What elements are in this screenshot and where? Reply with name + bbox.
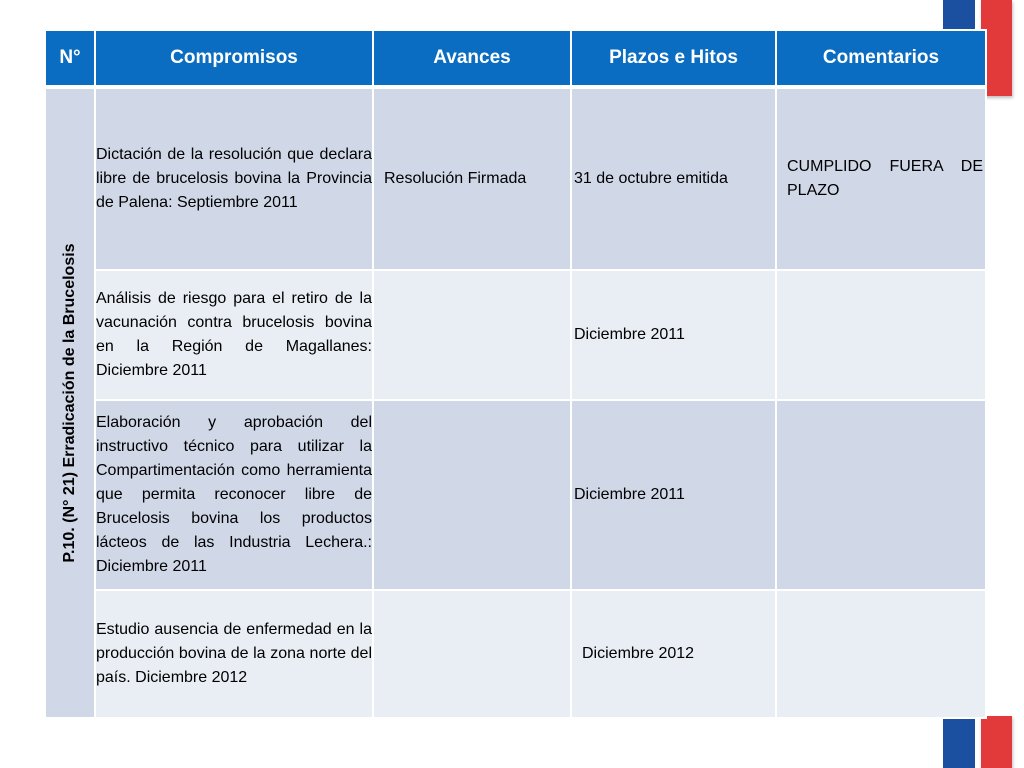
flag-decoration-bottom (940, 712, 1024, 768)
compromiso-cell: Análisis de riesgo para el retiro de la vacunación contra brucelosis bovina en la Región de Magallanes: Diciembre 2011 (95, 270, 373, 400)
row-group-label: P.10. (N° 21) Erradicación de la Brucelosis (61, 243, 78, 563)
compromiso-cell: Elaboración y aprobación del instructivo técnico para utilizar la Compartimentación como herramienta que permita reconocer libre de Brucelosis bovina los productos lácteos de las Industria Lechera.: Diciembre 2011 (95, 400, 373, 590)
row-group-cell (45, 87, 95, 718)
header-comentarios: Comentarios (776, 30, 986, 87)
table-row (45, 270, 986, 400)
compromiso-cell: Dictación de la resolución que declara libre de brucelosis bovina la Provincia de Palena: Septiembre 2011 (95, 87, 373, 270)
comentario-cell: CUMPLIDO FUERA DE PLAZO (776, 87, 986, 270)
plazo-cell: Diciembre 2012 (571, 590, 776, 718)
table-row (45, 590, 986, 718)
comentario-cell (776, 400, 986, 590)
header-compromisos: Compromisos (95, 30, 373, 87)
comentario-cell (776, 270, 986, 400)
avance-cell: Resolución Firmada (373, 87, 571, 270)
header-plazos: Plazos e Hitos (571, 30, 776, 87)
table-row (45, 87, 986, 270)
plazo-cell: Diciembre 2011 (571, 270, 776, 400)
avance-cell (373, 270, 571, 400)
commitments-table (44, 29, 987, 719)
comentario-cell (776, 590, 986, 718)
table-row (45, 400, 986, 590)
header-avances: Avances (373, 30, 571, 87)
plazo-cell: 31 de octubre emitida (571, 87, 776, 270)
table-header-row (45, 30, 986, 87)
avance-cell (373, 400, 571, 590)
plazo-cell: Diciembre 2011 (571, 400, 776, 590)
avance-cell (373, 590, 571, 718)
header-number: N° (45, 30, 95, 87)
compromiso-cell: Estudio ausencia de enfermedad en la producción bovina de la zona norte del país. Diciembre 2012 (95, 590, 373, 718)
